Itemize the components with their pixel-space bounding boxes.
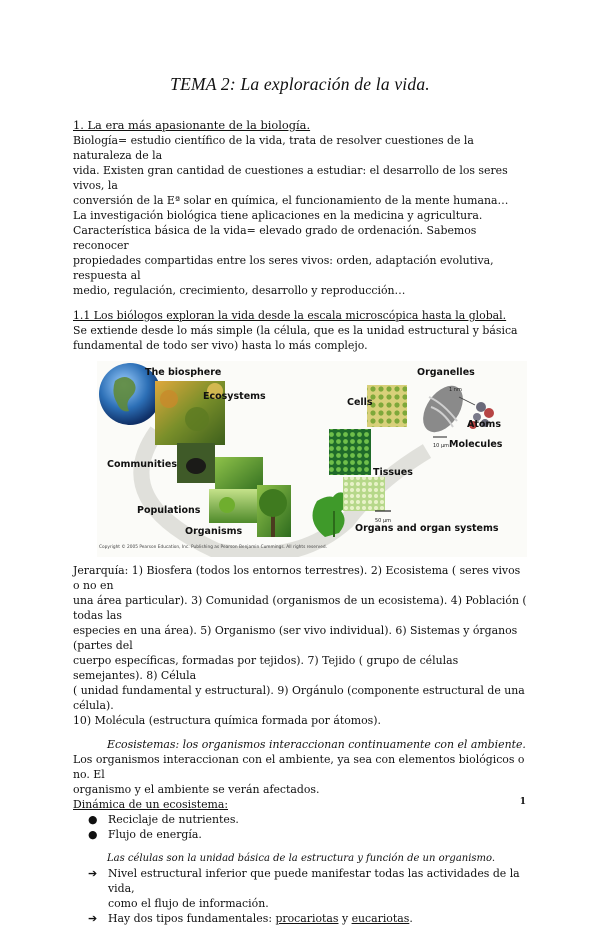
section-1-line: vida. Existen gran cantidad de cuestiones a estudiar: el desarrollo de los seres vivos, la (73, 164, 508, 192)
ecosystems-line: Los organismos interaccionan con el ambiente, ya sea con elementos biológicos o no. El (73, 753, 525, 781)
label-cells: Cells (347, 397, 373, 408)
section-1-1-line: Se extiende desde lo más simple (la célula, que es la unidad estructural y básica (73, 324, 518, 337)
list-item: ● Flujo de energía. (88, 828, 202, 841)
label-organisms: Organisms (185, 526, 243, 537)
eukaryotes-term: eucariotas (351, 912, 410, 925)
label-atoms: Atoms (467, 419, 501, 430)
figure-copyright: Copyright © 2005 Pearson Education, Inc. Publishing as Pearson Benjamin Cummings. All rights reserved. (99, 545, 327, 550)
organization-levels-figure (97, 361, 527, 557)
ecosystems-line: organismo y el ambiente se verán afectados. (73, 783, 320, 796)
hierarchy-line: Jerarquía: 1) Biosfera (todos los entornos terrestres). 2) Ecosistema ( seres vivos o no en (73, 564, 521, 592)
arrow-right-icon: ➔ (88, 867, 98, 880)
scale-10um: 10 µm (433, 443, 450, 449)
hierarchy-line: una área particular). 3) Comunidad (organismos de un ecosistema). 4) Población ( todas las (73, 594, 527, 622)
label-communities: Communities (107, 459, 177, 470)
ecosystem-dynamics-heading: Dinámica de un ecosistema: (73, 798, 229, 811)
section-1-line: medio, regulación, crecimiento, desarrollo y reproducción… (73, 284, 406, 297)
cells-subheading: Las células son la unidad básica de la estructura y función de un organismo. (107, 853, 496, 864)
section-1-line: propiedades compartidas entre los seres vivos: orden, adaptación evolutiva, respuesta al (73, 254, 494, 282)
list-item-continuation: como el flujo de información. (108, 897, 269, 910)
list-item: ● Reciclaje de nutrientes. (88, 813, 239, 826)
cells-list (73, 866, 528, 926)
section-1-line: Característica básica de la vida= elevado grado de ordenación. Sabemos reconocer (73, 224, 477, 252)
scale-50um: 50 µm (375, 518, 392, 524)
label-tissues: Tissues (373, 467, 413, 478)
list-item: ➔ Hay dos tipos fundamentales: procariotas y eucariotas. (88, 912, 413, 925)
section-1-line: Biología= estudio científico de la vida, trata de resolver cuestiones de la naturaleza de la (73, 134, 474, 162)
section-1-1-line: fundamental de todo ser vivo) hasta lo más complejo. (73, 339, 368, 352)
list-item: ➔ Nivel estructural inferior que puede manifestar todas las actividades de la vida, (88, 867, 520, 895)
hierarchy-line: ( unidad fundamental y estructural). 9) Orgánulo (componente estructural de una célula). (73, 684, 525, 712)
bullet-icon: ● (88, 813, 98, 826)
label-populations: Populations (137, 505, 201, 516)
label-organs: Organs and organ systems (355, 523, 499, 534)
section-1-heading: 1. La era más apasionante de la biología. (73, 118, 311, 132)
label-ecosystems: Ecosystems (203, 391, 266, 402)
section-1-line: La investigación biológica tiene aplicaciones en la medicina y agricultura. (73, 209, 483, 222)
ecosystems-subheading: Ecosistemas: los organismos interaccionan continuamente con el ambiente. (107, 738, 526, 751)
label-biosphere: The biosphere (145, 367, 222, 378)
arrow-right-icon: ➔ (88, 912, 98, 925)
page-number: 1 (519, 797, 526, 807)
scale-1nm: 1 nm (449, 387, 462, 393)
prokaryotes-term: procariotas (275, 912, 339, 925)
hierarchy-line: 10) Molécula (estructura química formada por átomos). (73, 714, 381, 727)
content-body (73, 118, 528, 926)
label-molecules: Molecules (449, 439, 503, 450)
ecosystem-dynamics-list (73, 812, 528, 842)
page-title: TEMA 2: La exploración de la vida. (170, 74, 430, 94)
label-organelles: Organelles (417, 367, 475, 378)
hierarchy-line: cuerpo específicas, formadas por tejidos). 7) Tejido ( grupo de células semejantes). 8) Célula (73, 654, 459, 682)
hierarchy-line: especies en una área). 5) Organismo (ser vivo individual). 6) Sistemas y órganos (partes del (73, 624, 518, 652)
section-1-line: conversión de la Eª solar en química, el funcionamiento de la mente humana… (73, 194, 509, 207)
section-1-1-heading: 1.1 Los biólogos exploran la vida desde la escala microscópica hasta la global. (73, 309, 507, 322)
bullet-icon: ● (88, 828, 98, 841)
